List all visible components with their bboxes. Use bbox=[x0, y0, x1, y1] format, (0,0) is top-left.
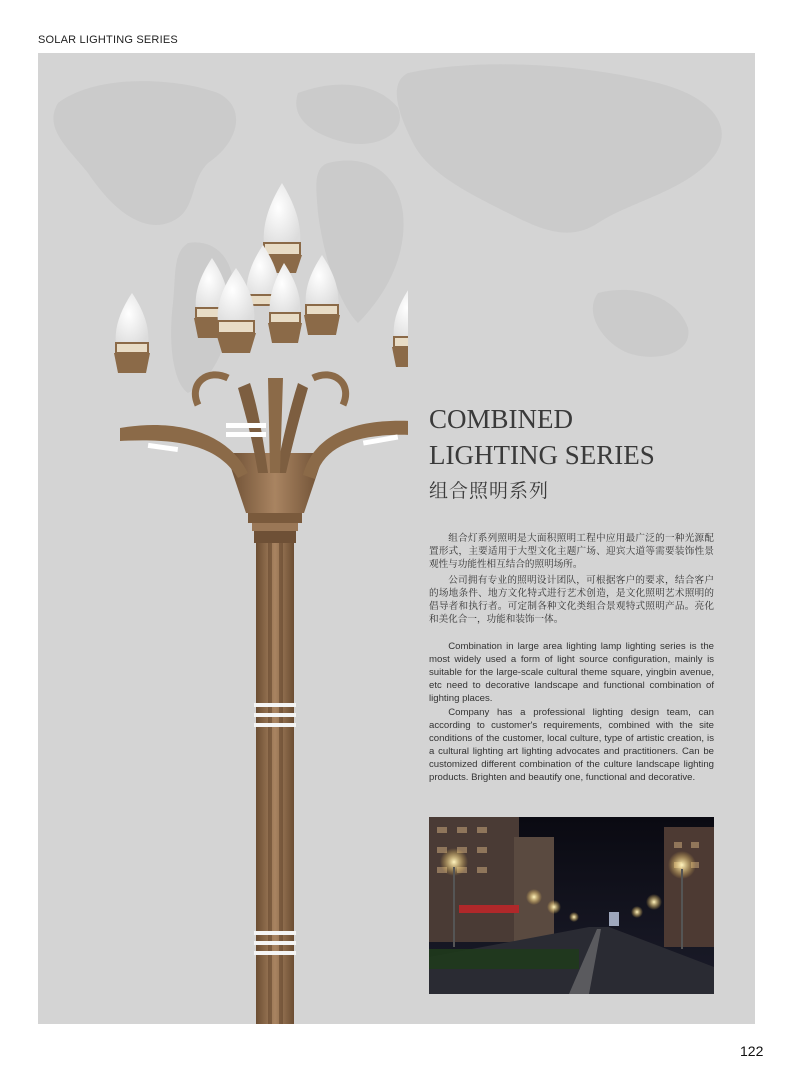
chinese-paragraph-2: 公司拥有专业的照明设计团队，可根据客户的要求，结合客户的场地条件、地方文化特式进行艺术创造，是文化照明艺术照明的倡导者和执行者。可定制各种文化类组合景观特式照明产品。亮化和美化合一，功能和装饰一体。 bbox=[429, 575, 714, 625]
chinese-title: 组合照明系列 bbox=[429, 481, 550, 502]
combined-lighting-pole-illustration bbox=[108, 183, 408, 1024]
product-panel bbox=[38, 53, 755, 1024]
page-title bbox=[429, 401, 655, 473]
chinese-paragraph-1: 组合灯系列照明是大面积照明工程中应用最广泛的一种光源配置形式，主要适用于大型文化主题广场、迎宾大道等需要装饰性景观性与功能性相互结合的照明场所。 bbox=[429, 533, 714, 570]
night-street-photo bbox=[429, 817, 714, 994]
page-number: 122 bbox=[740, 1043, 764, 1059]
section-label: SOLAR LIGHTING SERIES bbox=[38, 34, 178, 46]
title-line-2: LIGHTING SERIES bbox=[429, 440, 655, 470]
title-line-1: COMBINED bbox=[429, 404, 574, 434]
english-paragraph-1: Combination in large area lighting lamp lighting series is the most widely used a form of light source configuration, mainly is suitable for the large-scale cultural theme square, yingbin avenue, etc need to decorative landscape and functional combination of lighting places. bbox=[429, 641, 714, 704]
english-paragraph-2: Company has a professional lighting design team, can according to customer's requirements, combined with the site conditions of the customer, local culture, type of artistic creation, is a cultural lighting art lighting advocates and practitioners. Can be customized different combination of the culture landscape lighting products. Brighten and beautify one, functional and decorative. bbox=[429, 707, 714, 783]
